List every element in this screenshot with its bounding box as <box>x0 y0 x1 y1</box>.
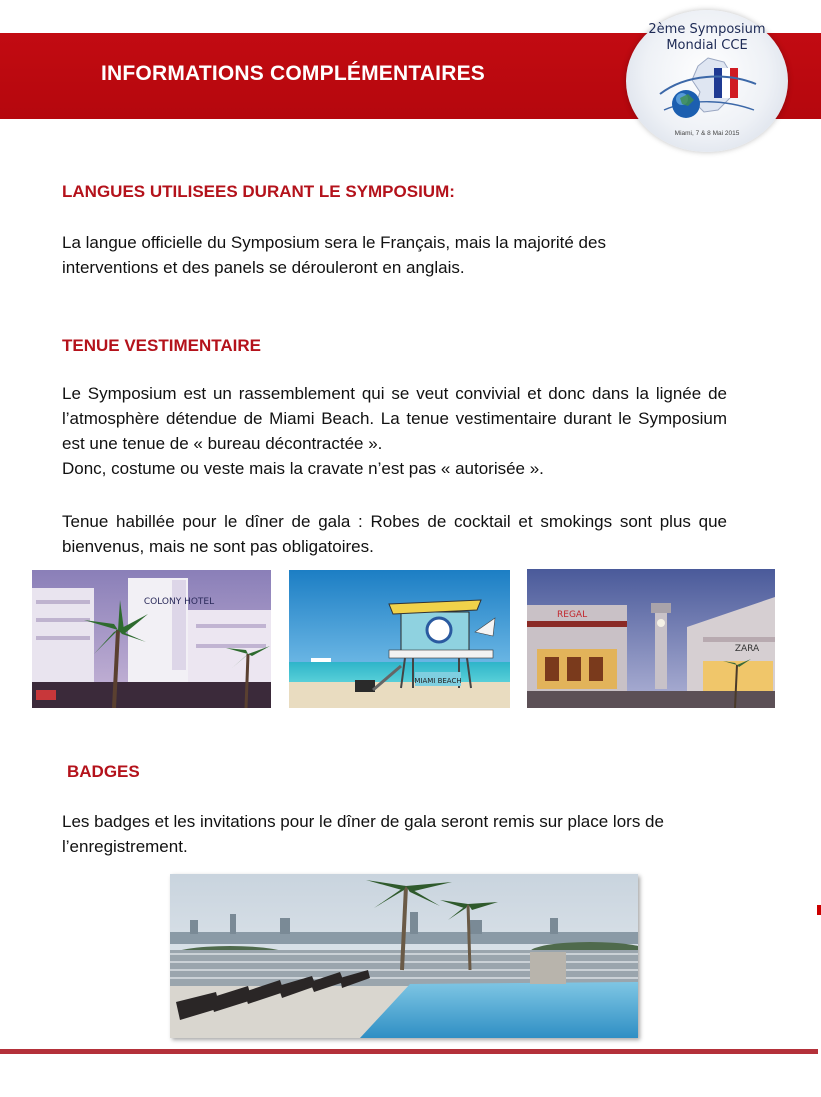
photo-shopping-street <box>527 569 775 708</box>
langues-text: La langue officielle du Symposium sera le Français, mais la majorité des interventions et des panels se dérouleront en anglais. <box>62 233 606 277</box>
section-heading-badges: BADGES <box>67 762 140 781</box>
tenue-paragraph-2: Donc, costume ou veste mais la cravate n’est pas « autorisée ». <box>62 459 544 478</box>
edge-marker <box>817 905 821 915</box>
section-heading-tenue: TENUE VESTIMENTAIRE <box>62 336 261 355</box>
symposium-logo <box>626 10 788 152</box>
tenue-paragraph-3: Tenue habillée pour le dîner de gala : Robes de cocktail et smokings sont plus que bienvenus, mais ne sont pas obligatoires. <box>62 512 727 556</box>
page-title: INFORMATIONS COMPLÉMENTAIRES <box>101 62 485 85</box>
photo-lifeguard-tower <box>289 570 510 708</box>
tenue-paragraph-1: Le Symposium est un rassemblement qui se veut convivial et donc dans la lignée de l’atmosphère détendue de Miami Beach. La tenue vestimentaire durant le Symposium est une tenue de « bureau décontractée ». <box>62 384 727 453</box>
section-heading-langues: LANGUES UTILISEES DURANT LE SYMPOSIUM: <box>62 182 455 201</box>
photo-colony-hotel <box>32 570 271 708</box>
photo-rooftop-pool <box>170 874 638 1038</box>
lifeguard-sign-text: MIAMI BEACH <box>414 677 462 685</box>
globe-france-map-icon <box>656 54 760 124</box>
logo-line-2: Mondial CCE <box>666 38 748 53</box>
logo-date: Miami, 7 & 8 Mai 2015 <box>674 130 740 137</box>
shop-sign-text: ZARA <box>734 644 760 654</box>
colony-sign-text: COLONY HOTEL <box>143 597 215 607</box>
footer-rule <box>0 1049 818 1054</box>
logo-line-1: 2ème Symposium <box>648 22 766 37</box>
badges-text: Les badges et les invitations pour le dîner de gala seront remis sur place lors de l’enregistrement. <box>62 812 664 856</box>
theater-sign-text: REGAL <box>557 610 588 620</box>
